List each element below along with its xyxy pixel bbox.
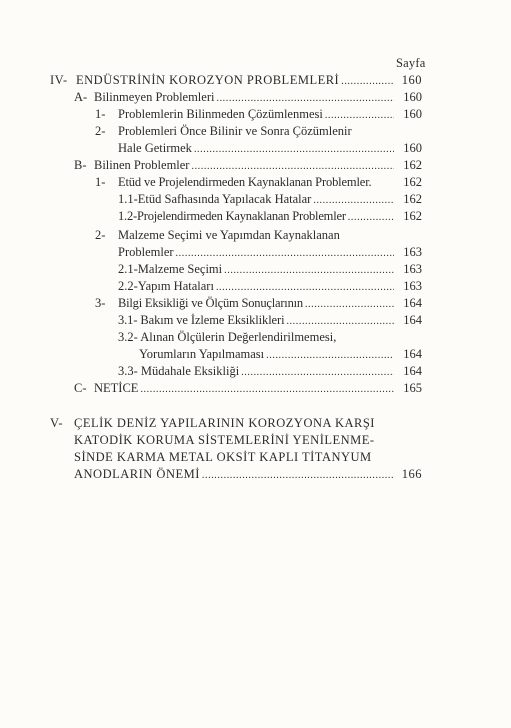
toc-title: 3.3- Müdahale Eksikliği xyxy=(118,364,240,378)
toc-title: 1.1-Etüd Safhasında Yapılacak Hatalar xyxy=(118,192,312,206)
toc-entry xyxy=(95,295,422,312)
toc-number: 2- xyxy=(95,228,106,242)
toc-entry xyxy=(118,261,422,278)
toc-entry xyxy=(95,123,422,140)
toc-page: 160 xyxy=(403,90,422,104)
toc-number: 3- xyxy=(95,296,106,310)
toc-title: ENDÜSTRİNİN KOROZYON PROBLEMLERİ xyxy=(76,73,340,87)
toc-page: 163 xyxy=(403,262,422,276)
toc-entry xyxy=(118,329,422,346)
toc-title: 2.2-Yapım Hataları xyxy=(118,279,214,293)
toc-page: 162 xyxy=(403,175,422,189)
toc-leader xyxy=(224,266,394,278)
toc-leader xyxy=(325,111,394,123)
toc-title: Bilinen Problemler xyxy=(94,158,190,172)
toc-entry xyxy=(50,415,422,432)
toc-leader xyxy=(266,351,394,363)
toc-title: NETİCE xyxy=(94,381,139,395)
toc-title: Malzeme Seçimi ve Yapımdan Kaynaklanan xyxy=(118,228,340,242)
toc-title: 3.2- Alınan Ölçülerin Değerlendirilmemesi, xyxy=(118,330,337,344)
toc-leader xyxy=(194,145,394,157)
toc-entry xyxy=(118,191,422,208)
toc-leader xyxy=(341,77,394,89)
toc-entry xyxy=(74,449,422,466)
toc-page: 164 xyxy=(403,296,422,310)
toc-leader xyxy=(191,162,394,174)
toc-entry xyxy=(118,208,422,225)
toc-page: 162 xyxy=(403,209,422,223)
toc-entry xyxy=(118,278,422,295)
toc-title: 1.2-Projelendirmeden Kaynaklanan Problemler xyxy=(118,209,346,223)
toc-leader xyxy=(305,300,394,312)
toc-entry xyxy=(50,72,422,89)
toc-number: V- xyxy=(50,416,64,430)
toc-title: Problemlerin Bilinmeden Çözümlenmesi xyxy=(118,107,323,121)
toc-number: A- xyxy=(74,90,88,104)
toc-leader xyxy=(241,368,394,380)
page-column-header: Sayfa xyxy=(396,56,426,70)
toc-entry xyxy=(95,174,422,191)
toc-entry xyxy=(74,432,422,449)
toc-page: 162 xyxy=(403,158,422,172)
toc-number: C- xyxy=(74,381,87,395)
toc-leader xyxy=(216,94,394,106)
toc-entry xyxy=(74,380,422,397)
toc-title: KATODİK KORUMA SİSTEMLERİNİ YENİLENME- xyxy=(74,433,375,447)
toc-entry xyxy=(95,227,422,244)
toc-title: Hale Getirmek xyxy=(118,141,192,155)
toc-title: ÇELİK DENİZ YAPILARININ KOROZYONA KARŞI xyxy=(74,416,375,430)
toc-page: 163 xyxy=(403,245,422,259)
toc-title: Problemler xyxy=(118,245,174,259)
toc-entry xyxy=(95,106,422,123)
toc-page: 160 xyxy=(401,73,422,87)
toc-title: Bilinmeyen Problemleri xyxy=(94,90,215,104)
toc-entry xyxy=(118,140,422,157)
toc-page: 163 xyxy=(403,279,422,293)
toc-title: ANODLARIN ÖNEMİ xyxy=(74,467,200,481)
toc-page: 164 xyxy=(403,347,422,361)
toc-title: Problemleri Önce Bilinir ve Sonra Çözümlenir xyxy=(118,124,352,138)
toc-leader xyxy=(202,471,394,483)
toc-title: 2.1-Malzeme Seçimi xyxy=(118,262,223,276)
toc-entry xyxy=(118,363,422,380)
toc-number: 1- xyxy=(95,175,106,189)
toc-page: 165 xyxy=(403,381,422,395)
toc-leader xyxy=(313,196,394,208)
toc-title: Etüd ve Projelendirmeden Kaynaklanan Problemler. xyxy=(118,175,372,189)
toc-number: 2- xyxy=(95,124,106,138)
toc-title: Bilgi Eksikliği ve Ölçüm Sonuçlarının xyxy=(118,296,303,310)
toc-number: 1- xyxy=(95,107,106,121)
toc-page: 164 xyxy=(403,313,422,327)
toc-leader xyxy=(286,317,394,329)
toc-entry xyxy=(74,89,422,106)
toc-page: 160 xyxy=(403,141,422,155)
toc-entry xyxy=(74,466,422,483)
toc-title: SİNDE KARMA METAL OKSİT KAPLI TİTANYUM xyxy=(74,450,372,464)
toc-leader xyxy=(140,385,394,397)
toc-entry xyxy=(74,157,422,174)
toc-leader xyxy=(176,249,394,261)
toc-title: 3.1- Bakım ve İzleme Eksiklikleri xyxy=(118,313,285,327)
toc-number: B- xyxy=(74,158,87,172)
toc-entry xyxy=(118,244,422,261)
toc-page: 162 xyxy=(403,192,422,206)
toc-number: IV- xyxy=(50,73,68,87)
toc-page: 164 xyxy=(403,364,422,378)
toc-entry xyxy=(139,346,422,363)
toc-page: 160 xyxy=(403,107,422,121)
toc-entry xyxy=(118,312,422,329)
toc-title: Yorumların Yapılmaması xyxy=(139,347,265,361)
toc-page: 166 xyxy=(401,467,422,481)
toc-leader xyxy=(216,283,394,295)
toc-leader xyxy=(348,213,394,225)
